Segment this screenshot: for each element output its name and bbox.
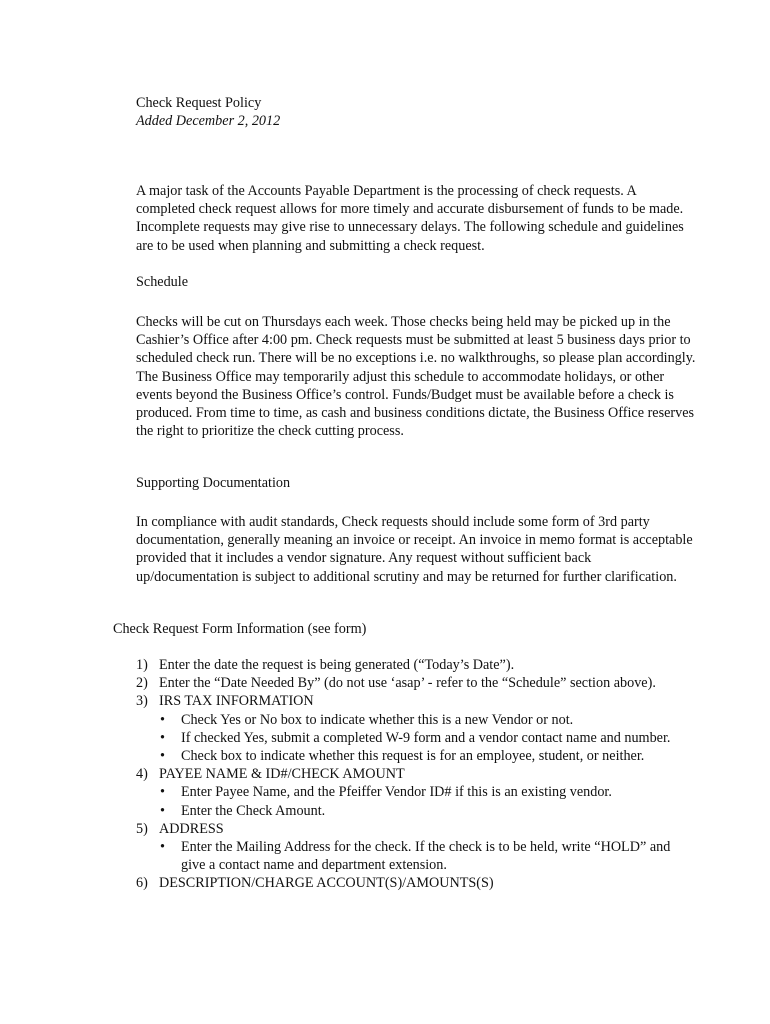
document-title: Check Request Policy	[136, 95, 262, 111]
list-item	[136, 656, 696, 674]
bullet-icon: •	[160, 748, 165, 765]
bullet-item	[159, 747, 696, 765]
list-item-number: 2)	[136, 675, 148, 692]
list-item	[136, 692, 696, 765]
bullet-icon: •	[160, 729, 165, 746]
schedule-heading: Schedule	[136, 274, 189, 290]
intro-paragraph	[136, 182, 696, 255]
bullet-text: Enter Payee Name, and the Pfeiffer Vendor ID# if this is an existing vendor.	[181, 784, 612, 801]
schedule-text: Checks will be cut on Thursdays each week. Those checks being held may be picked up in the Cashier’s Office after 4:00 pm. Check requests must be submitted at least 5 business days prior to scheduled check run. There will be no exceptions i.e. no walkthroughs, so please plan accordingly. The Business Office may temporarily adjust this schedule to accommodate holidays, or other events beyond the Business Office’s control. Funds/Budget must be available before a check is produced. From time to time, as cash and business conditions dictate, the Business Office reserves the right to prioritize the check cutting process.	[136, 314, 696, 440]
list-item-text: ADDRESS	[159, 820, 224, 837]
bullet-item	[159, 783, 696, 801]
list-item	[136, 820, 696, 875]
list-item-text: IRS TAX INFORMATION	[159, 693, 314, 710]
supporting-heading-block	[136, 474, 696, 492]
schedule-heading-block	[136, 273, 696, 291]
bullet-icon: •	[160, 784, 165, 801]
bullet-text: Check Yes or No box to indicate whether this is a new Vendor or not.	[181, 711, 574, 728]
bullet-text: If checked Yes, submit a completed W-9 form and a vendor contact name and number.	[181, 729, 671, 746]
bullet-item	[159, 802, 696, 820]
form-info-heading: Check Request Form Information (see form)	[113, 621, 367, 637]
list-item	[136, 765, 696, 820]
bullet-icon: •	[160, 711, 165, 728]
supporting-heading: Supporting Documentation	[136, 475, 291, 491]
list-item-text: PAYEE NAME & ID#/CHECK AMOUNT	[159, 766, 405, 783]
bullet-text: Enter the Check Amount.	[181, 802, 326, 819]
bullet-item	[159, 729, 696, 747]
bullet-list	[159, 711, 696, 766]
list-item-text: DESCRIPTION/CHARGE ACCOUNT(S)/AMOUNTS(S)	[159, 875, 494, 892]
list-item-text: Enter the date the request is being generated (“Today’s Date”).	[159, 657, 515, 673]
form-info-list	[136, 656, 696, 893]
list-item-text: Enter the “Date Needed By” (do not use ‘asap’ - refer to the “Schedule” section above).	[159, 675, 656, 692]
bullet-item	[159, 711, 696, 729]
supporting-text: In compliance with audit standards, Check requests should include some form of 3rd party documentation, generally meaning an invoice or receipt. An invoice in memo format is acceptable provided that it includes a vendor signature. Any request without sufficient back up/documentation is subject to additional scrutiny and may be returned for further clarification.	[136, 514, 693, 585]
bullet-text: Enter the Mailing Address for the check. If the check is to be held, write “HOLD” and give a contact name and department extension.	[181, 839, 671, 874]
list-item-number: 3)	[136, 693, 148, 710]
list-item	[136, 874, 696, 892]
date-added: Added December 2, 2012	[136, 113, 281, 130]
list-item-number: 5)	[136, 820, 148, 837]
bullet-icon: •	[160, 839, 165, 856]
intro-text: A major task of the Accounts Payable Department is the processing of check requests. A completed check request allows for more timely and accurate disbursement of funds to be made. Incomplete requests may give rise to unnecessary delays. The following schedule and guidelines are to be used when planning and submitting a check request.	[136, 183, 684, 254]
list-item-number: 4)	[136, 766, 148, 783]
bullet-list	[159, 783, 696, 819]
bullet-text: Check box to indicate whether this request is for an employee, student, or neither.	[181, 748, 645, 765]
list-item	[136, 674, 696, 692]
title-block	[136, 94, 696, 130]
schedule-paragraph	[136, 313, 696, 440]
bullet-item	[159, 838, 696, 874]
bullet-list	[159, 838, 696, 874]
bullet-icon: •	[160, 802, 165, 819]
list-item-number: 1)	[136, 657, 148, 673]
list-item-number: 6)	[136, 875, 148, 892]
supporting-paragraph	[136, 513, 696, 586]
